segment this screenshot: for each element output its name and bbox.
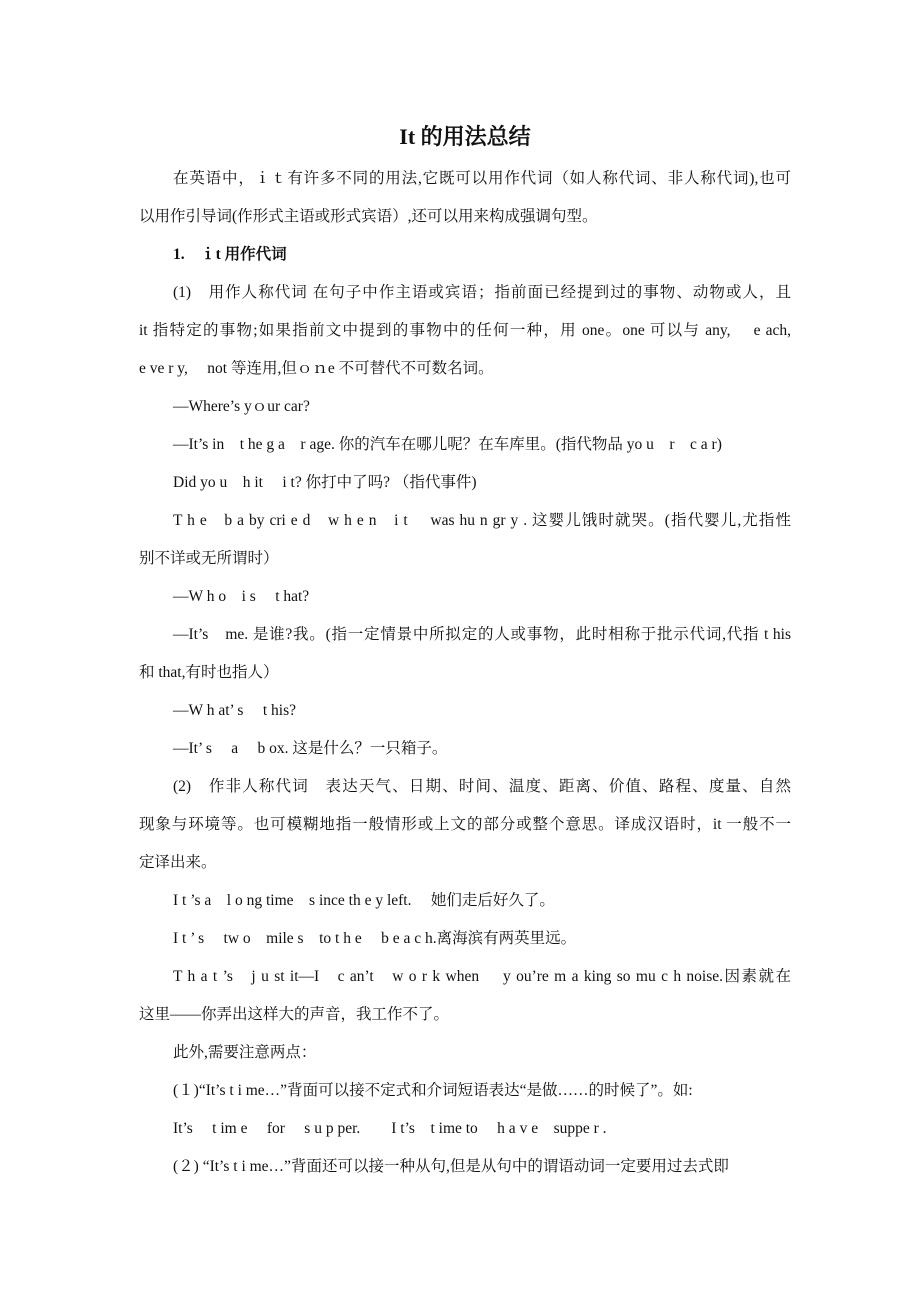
text-line: —W h o i s t hat? — [173, 588, 310, 605]
text-line: (１)“It’s t i me…”背面可以接不定式和介词短语表达“是做……的时候了”。如: — [173, 1082, 693, 1099]
text-line: It’s t im e for s u p per. I t’s t ime to h a v e suppe r . — [173, 1120, 607, 1137]
text-line: (２) “It’s t i me…”背面还可以接一种从句,但是从句中的谓语动词一定要用过去式即 — [173, 1158, 729, 1175]
text-line: 和 that,有时也指人） — [139, 664, 279, 681]
text-line: —W h at’ s t his? — [173, 702, 296, 719]
text-line: 此外,需要注意两点： — [173, 1044, 317, 1061]
document-body — [139, 160, 791, 1186]
text-line: Did yo u h it i t? 你打中了吗? （指代事件) — [173, 474, 477, 491]
text-line: 这里——你弄出这样大的声音，我工作不了。 — [139, 1006, 450, 1023]
document-page — [139, 118, 791, 1186]
text-line: T h e b a by cri e d w h e n i t was hu n gr y . 这婴儿饿时就哭。(指代婴儿,尤指性 — [173, 512, 791, 529]
text-line: 以用作引导词(作形式主语或形式宾语）,还可以用来构成强调句型。 — [139, 208, 598, 225]
text-line: I t ’ s tw o mile s to t h e b e a c h.离海滨有两英里远。 — [173, 930, 577, 947]
text-line: —Where’s yｏur car? — [173, 398, 310, 415]
text-line: (2) 作非人称代词 表达天气、日期、时间、温度、距离、价值、路程、度量、自然 — [173, 778, 791, 795]
text-line: —It’s in t he g a r age. 你的汽车在哪儿呢？在车库里。(指代物品 yo u r c a r) — [173, 436, 722, 453]
text-line: 现象与环境等。也可模糊地指一般情形或上文的部分或整个意思。译成汉语时，it 一般不一 — [139, 816, 791, 833]
text-line: e ve r y, not 等连用,但ｏｎe 不可替代不可数名词。 — [139, 360, 494, 377]
section-heading: 1. ｉt 用作代词 — [173, 246, 287, 263]
document-title: It 的用法总结 — [399, 124, 531, 149]
text-line: —It’ s a b ox. 这是什么？一只箱子。 — [173, 740, 448, 757]
text-line: T h a t ’s j u st it—I c an’t w o r k when y ou’re m a king so mu c h noise.因素就在 — [173, 968, 791, 985]
text-line: —It’s me. 是谁?我。(指一定情景中所拟定的人或事物，此时相称于批示代词,代指 t his — [173, 626, 791, 643]
text-line: 定译出来。 — [139, 854, 217, 871]
text-line: (1) 用作人称代词 在句子中作主语或宾语；指前面已经提到过的事物、动物或人，且 — [173, 284, 791, 301]
text-line: I t ’s a l o ng time s ince th e y left. 她们走后好久了。 — [173, 892, 555, 909]
text-line: 在英语中，ｉｔ有许多不同的用法,它既可以用作代词（如人称代词、非人称代词),也可 — [173, 170, 791, 187]
text-line: it 指特定的事物;如果指前文中提到的事物中的任何一种，用 one。one 可以与 any, e ach, — [139, 322, 791, 339]
text-line: 别不详或无所谓时） — [139, 550, 279, 567]
